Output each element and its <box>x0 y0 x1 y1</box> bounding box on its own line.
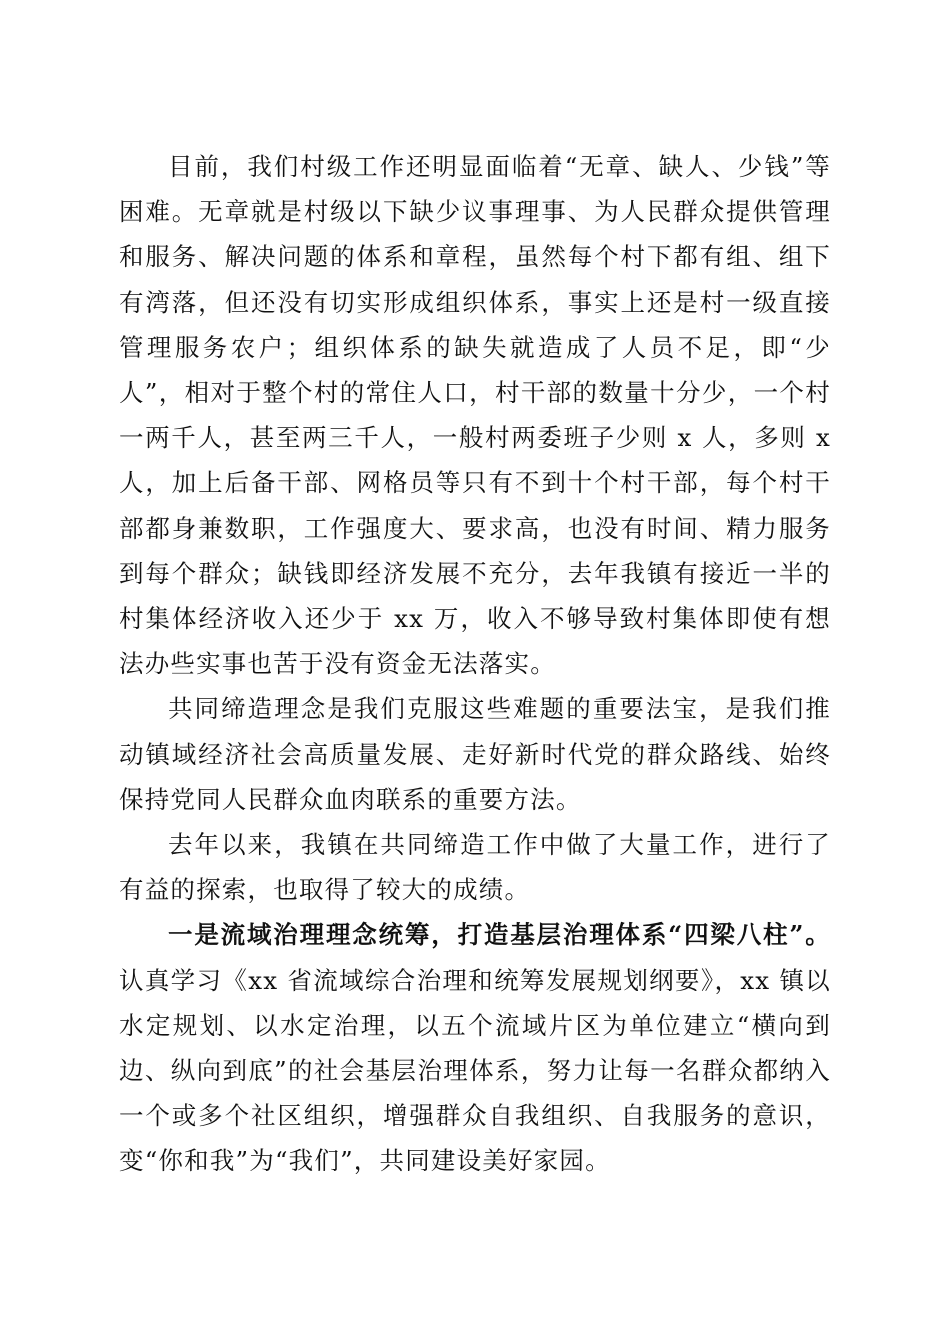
paragraph-text: 认真学习《xx 省流域综合治理和统筹发展规划纲要》，xx 镇以水定规划、以水定治理，以五个流域片区为单位建立“横向到边、纵向到底”的社会基层治理体系，努力让每一名群众都纳入一个或多个社区组织，增强群众自我组织、自我服务的意识，变“你和我”为“我们”，共同建设美好家园。 <box>119 965 831 1176</box>
paragraph-achievements <box>119 822 831 912</box>
paragraph-lead-bold: 一是流域治理理念统筹，打造基层治理体系“四梁八柱”。 <box>168 920 831 950</box>
paragraph-text: 目前，我们村级工作还明显面临着“无章、缺人、少钱”等困难。无章就是村级以下缺少议事理事、为人民群众提供管理和服务、解决问题的体系和章程，虽然每个村下都有组、组下有湾落，但还没有切实形成组织体系，事实上还是村一级直接管理服务农户；组织体系的缺失就造成了人员不足，即“少人”，相对于整个村的常住人口，村干部的数量十分少，一个村一两千人，甚至两三千人，一般村两委班子少则 x 人，多则 x 人，加上后备干部、网格员等只有不到十个村干部，每个村干部都身兼数职，工作强度大、要求高，也没有时间、精力服务到每个群众；缺钱即经济发展不充分，去年我镇有接近一半的村集体经济收入还少于 xx 万，收入不够导致村集体即使有想法办些实事也苦于没有资金无法落实。 <box>119 152 831 679</box>
paragraph-difficulties <box>119 144 831 686</box>
paragraph-watershed-governance <box>119 912 831 1183</box>
paragraph-text: 共同缔造理念是我们克服这些难题的重要法宝，是我们推动镇域经济社会高质量发展、走好新时代党的群众路线、始终保持党同人民群众血肉联系的重要方法。 <box>119 694 831 814</box>
paragraph-text: 去年以来，我镇在共同缔造工作中做了大量工作，进行了有益的探索，也取得了较大的成绩。 <box>119 830 831 905</box>
document-body <box>119 144 831 1184</box>
paragraph-co-creation-concept <box>119 686 831 822</box>
